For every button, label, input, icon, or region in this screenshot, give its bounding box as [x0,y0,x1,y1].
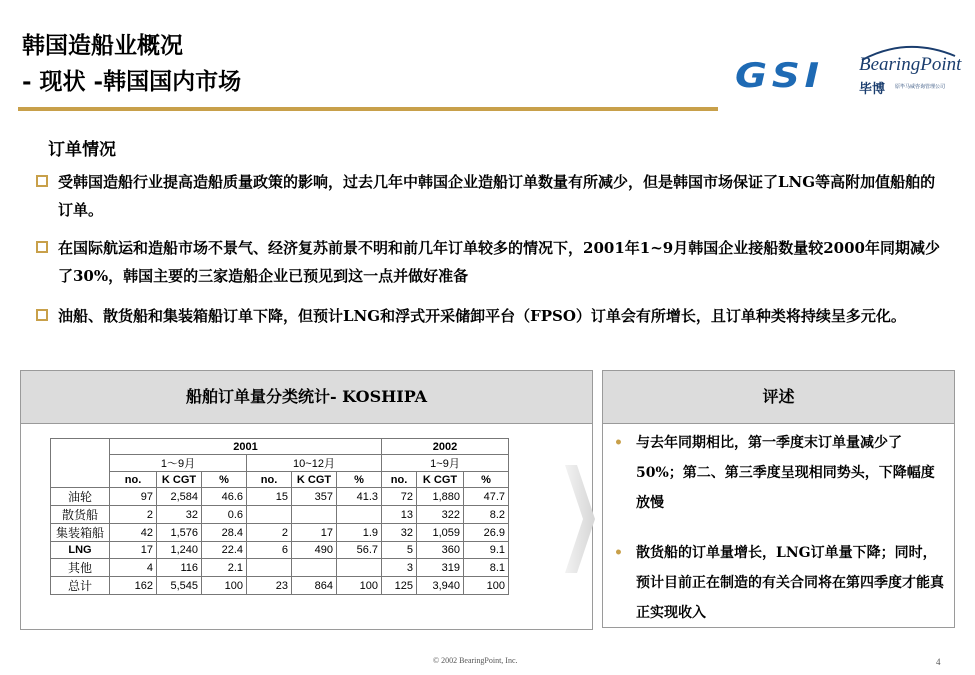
bullet-item [36,234,946,290]
table-cell [247,559,292,577]
bullet-text: 受韩国造船行业提高造船质量政策的影响，过去几年中韩国企业造船订单数量有所减少，但是韩国市场保证了LNG等高附加值船舶的订单。 [58,173,936,219]
table-cell: 32 [157,506,202,524]
table-cell: 319 [417,559,464,577]
bullet-dot-icon: • [614,545,623,561]
table-cell: 5,545 [157,577,202,595]
table-cell: 47.7 [464,488,509,506]
commentary-header: 评述 [603,371,954,424]
table-cell: 8.2 [464,506,509,524]
table-row [51,488,509,506]
company-logo [735,50,960,100]
row-label: 总计 [51,577,110,595]
table-cell: 17 [292,524,337,542]
copyright-footer: © 2002 BearingPoint, Inc. [433,656,518,665]
column-header: no. [382,472,417,488]
commentary-text: 与去年同期相比，第一季度末订单量减少了50%；第二、第三季度呈现相同势头，下降幅度放慢 [636,435,935,511]
section-heading: 订单情况 [48,140,116,160]
table-cell: 360 [417,542,464,559]
column-header: K CGT [157,472,202,488]
table-row [51,577,509,595]
table-cell: 2 [247,524,292,542]
table-row [51,559,509,577]
table-cell [247,506,292,524]
bearingpoint-logo-text: BearingPoint [859,54,962,75]
checkbox-bullet-icon [36,175,48,187]
table-cell: 1,880 [417,488,464,506]
bullet-item [36,302,946,330]
table-cell: 322 [417,506,464,524]
table-cell: 0.6 [202,506,247,524]
table-cell: 1.9 [337,524,382,542]
order-stats-table [50,438,509,595]
bearingpoint-logo-subtitle: 原毕马威咨询管理公司 [895,84,946,90]
table-cell: 41.3 [337,488,382,506]
page-title [22,28,241,100]
table-cell: 97 [110,488,157,506]
checkbox-bullet-icon [36,241,48,253]
period-header: 1~9月 [382,455,509,472]
table-cell: 17 [110,542,157,559]
table-cell: 42 [110,524,157,542]
chevron-right-icon [565,465,595,573]
table-cell [337,559,382,577]
table-cell: 9.1 [464,542,509,559]
order-stats-header: 船舶订单量分类统计- KOSHIPA [21,371,592,424]
table-corner [51,439,110,488]
row-label: LNG [51,542,110,559]
table-cell: 162 [110,577,157,595]
table-cell: 32 [382,524,417,542]
commentary-item [614,538,944,628]
column-header: no. [247,472,292,488]
table-cell: 2,584 [157,488,202,506]
checkbox-bullet-icon [36,309,48,321]
table-cell: 2 [110,506,157,524]
table-cell [292,506,337,524]
row-label: 集装箱船 [51,524,110,542]
table-cell: 5 [382,542,417,559]
table-cell: 56.7 [337,542,382,559]
table-row [51,506,509,524]
table-cell [337,506,382,524]
period-header: 1～9月 [110,455,247,472]
page-number: 4 [936,657,941,667]
table-cell: 22.4 [202,542,247,559]
period-header: 10~12月 [247,455,382,472]
table-cell: 100 [202,577,247,595]
table-cell: 100 [464,577,509,595]
bullet-item [36,168,946,224]
column-header: no. [110,472,157,488]
bullet-text: 油船、散货船和集装箱船订单下降，但预计LNG和浮式开采储卸平台（FPSO）订单会有所增长，且订单种类将持续呈多元化。 [58,307,906,325]
row-label: 油轮 [51,488,110,506]
column-header: % [202,472,247,488]
table-cell: 26.9 [464,524,509,542]
row-label: 散货船 [51,506,110,524]
table-cell: 1,059 [417,524,464,542]
table-cell: 116 [157,559,202,577]
table-cell: 13 [382,506,417,524]
page-title-line2: - 现状 -韩国国内市场 [22,68,242,95]
table-cell: 100 [337,577,382,595]
table-cell: 15 [247,488,292,506]
table-cell: 490 [292,542,337,559]
table-cell: 28.4 [202,524,247,542]
row-label: 其他 [51,559,110,577]
table-cell: 2.1 [202,559,247,577]
bullet-text: 在国际航运和造船市场不景气、经济复苏前景不明和前几年订单较多的情况下，2001年1~9月韩国企业接船数量较2000年同期减少了30%，韩国主要的三家造船企业已预见到这一点并做好准备 [58,239,940,285]
page-title-line1: 韩国造船业概况 [22,32,183,59]
bearingpoint-logo-cn: 毕博 [859,82,886,97]
table-cell: 3 [382,559,417,577]
table-row [51,524,509,542]
table-cell: 125 [382,577,417,595]
commentary-text: 散货船的订单量增长，LNG订单量下降；同时，预计目前正在制造的有关合同将在第四季度才能真正实现收入 [636,545,944,621]
column-header: K CGT [417,472,464,488]
table-cell: 23 [247,577,292,595]
column-header: % [464,472,509,488]
year-header: 2001 [110,439,382,455]
table-cell [292,559,337,577]
table-cell: 3,940 [417,577,464,595]
title-divider [18,107,718,111]
table-cell: 8.1 [464,559,509,577]
table-cell: 4 [110,559,157,577]
table-row [51,542,509,559]
bullet-dot-icon: • [614,435,623,451]
table-cell: 6 [247,542,292,559]
gsi-logo: GSI [735,56,824,96]
table-cell: 46.6 [202,488,247,506]
table-cell: 357 [292,488,337,506]
table-cell: 1,240 [157,542,202,559]
table-cell: 1,576 [157,524,202,542]
table-cell: 864 [292,577,337,595]
column-header: K CGT [292,472,337,488]
year-header: 2002 [382,439,509,455]
column-header: % [337,472,382,488]
commentary-item [614,428,944,518]
table-cell: 72 [382,488,417,506]
